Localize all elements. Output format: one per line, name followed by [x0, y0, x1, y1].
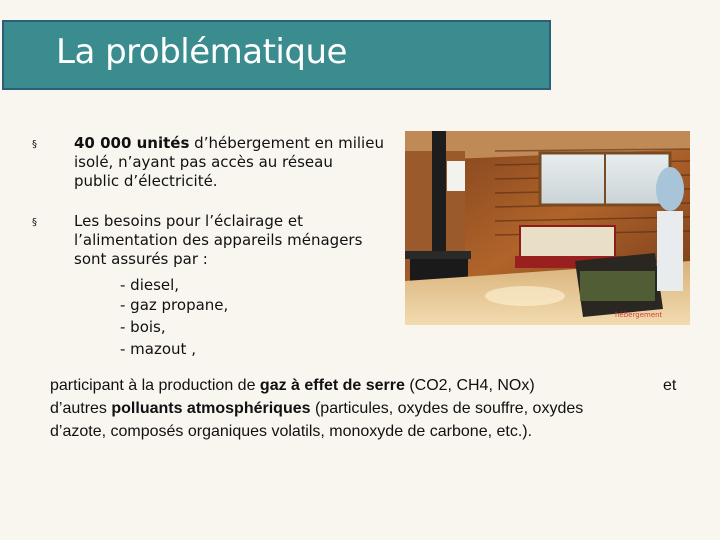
paragraph-bold-2: polluants atmosphériques [111, 400, 311, 417]
bullet-1-line-1 [74, 133, 384, 153]
paragraph-text-2: (CO2, CH4, NOx) [404, 377, 535, 394]
sub-item-diesel: - diesel, [120, 276, 180, 294]
sub-item-bois: - bois, [120, 318, 166, 336]
paragraph-line-3: d’azote, composés organiques volatils, monoxyde de carbone, etc.). [50, 423, 533, 440]
bullet-1-line-3: public d’électricité. [74, 172, 218, 190]
paragraph-line-1 [50, 375, 710, 397]
title-box [2, 20, 551, 90]
paragraph-bold-1: gaz à effet de serre [259, 377, 405, 394]
page-title: La problématique [56, 32, 347, 72]
paragraph-line-2 [50, 398, 710, 420]
bullet-2-line-2: l’alimentation des appareils ménagers [74, 231, 363, 249]
bullet-marker-1: § [32, 139, 37, 150]
bullet-2-line-1: Les besoins pour l’éclairage et [74, 212, 303, 230]
bullet-1-line-2: isolé, n’ayant pas accès au réseau [74, 153, 333, 171]
bullet-marker-2: § [32, 217, 37, 228]
paragraph-text-3: d’autres [50, 400, 112, 417]
bullet-2-line-3: sont assurés par : [74, 250, 208, 268]
paragraph-text-1: participant à la production de [50, 377, 260, 394]
sub-item-mazout: - mazout , [120, 340, 196, 358]
cabin-interior-photo [405, 131, 690, 325]
sub-item-gaz-propane: - gaz propane, [120, 296, 229, 314]
photo-watermark: hébergement [615, 311, 663, 319]
bullet-1-bold: 40 000 unités [74, 134, 190, 152]
paragraph-line-1-end: et [663, 377, 677, 394]
paragraph-text-4: (particules, oxydes de souffre, oxydes [310, 400, 584, 417]
bullet-1-line-1-rest: d’hébergement en milieu [189, 134, 384, 152]
